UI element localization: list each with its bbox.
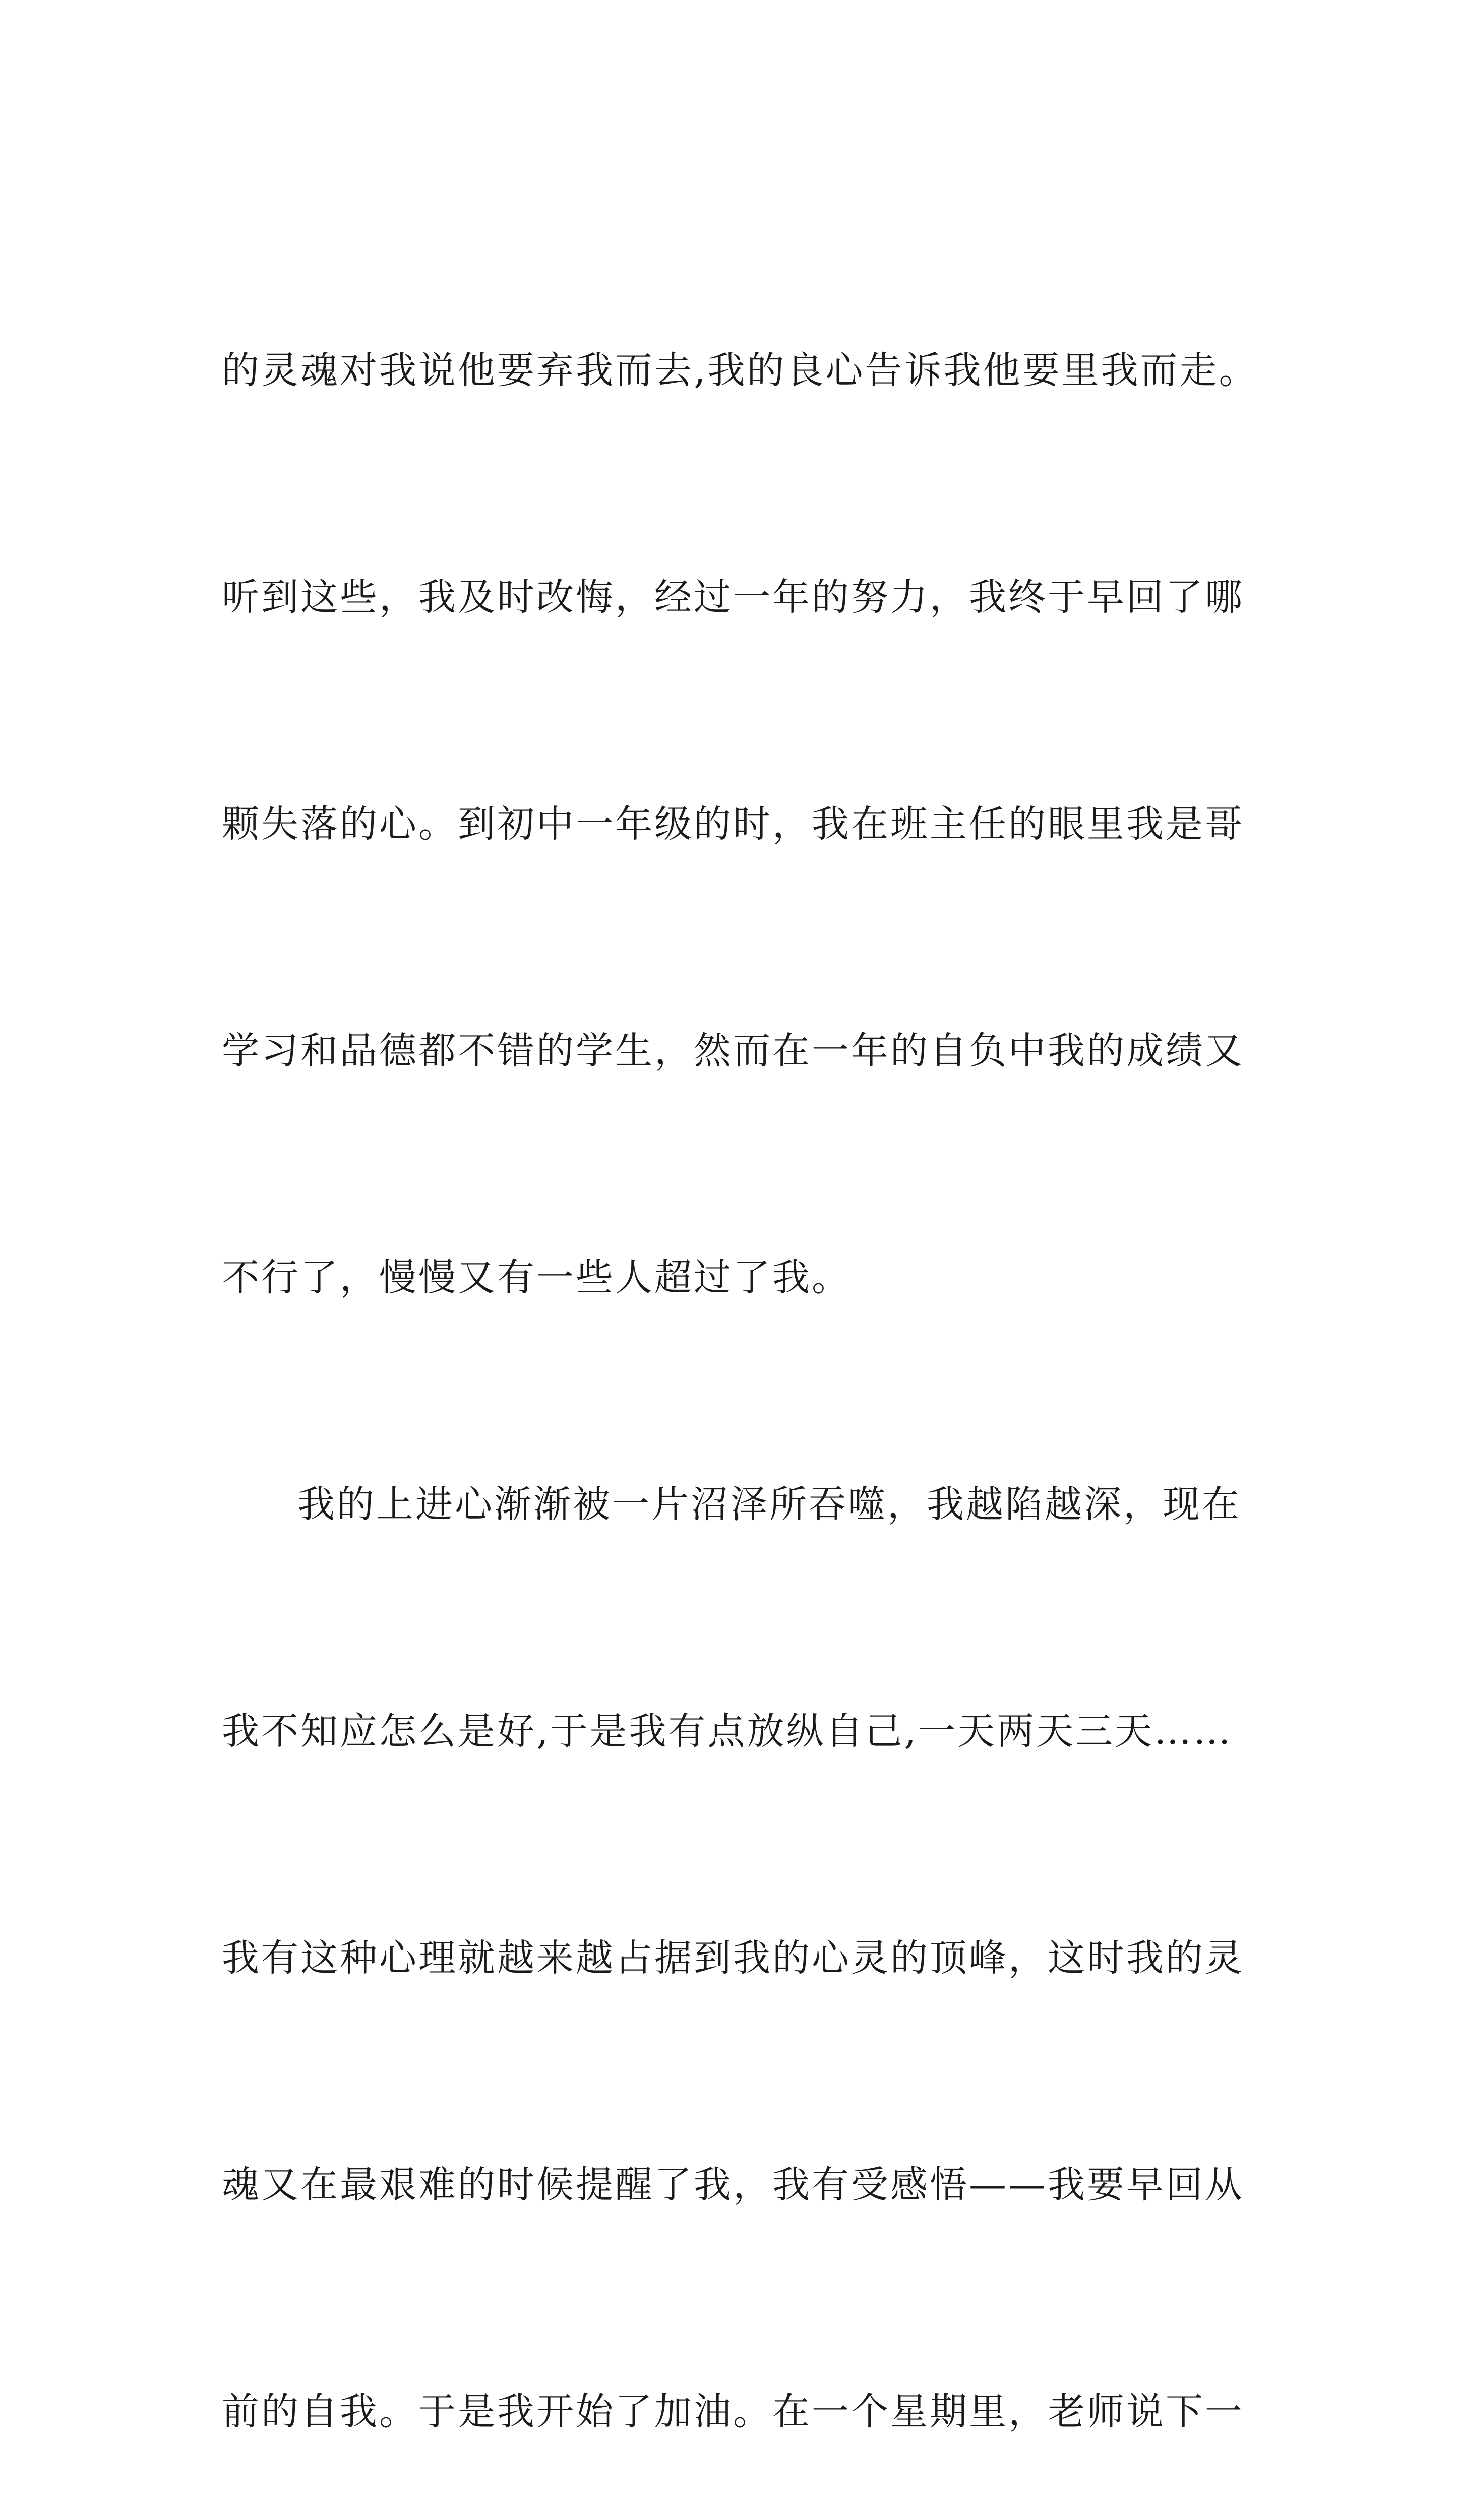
text-line: 学习和品德都不错的学生，然而在一年的自负中我的成绩又	[222, 1029, 1244, 1073]
text-line: 前的自我。于是我开始了加油。在一个星期里，老师说下一	[222, 2390, 1244, 2433]
text-line: 我有这种心理就越来越占据到我的心灵的顶峰，这时我的灵	[222, 1936, 1244, 1980]
text-line: 听到这些，我及时改悔，经过一年的努力，我终于早回了哪	[222, 576, 1244, 619]
document-body	[222, 181, 1270, 2520]
text-line: 的灵魂对我说他要弃我而去,我的良心告诉我他要里我而走。	[222, 349, 1258, 392]
text-line: 颗失落的心。到初中一年级的时，我在班主任的眼里我是哥	[222, 802, 1244, 846]
text-line: 魂又在最艰难的时候提醒了我，我有受感悟——我要早回从	[222, 2163, 1244, 2207]
text-block	[222, 181, 1270, 2520]
text-line: 不行了，慢慢又有一些人超过了我。	[222, 1256, 851, 1299]
text-line: 我不知应怎么是好,于是我有点放纵自己,一天两天三天……	[222, 1710, 1233, 1753]
paragraph-start-line: 我的上进心渐渐被一片沼泽所吞噬，我越陷越深，现在	[297, 1483, 1241, 1526]
